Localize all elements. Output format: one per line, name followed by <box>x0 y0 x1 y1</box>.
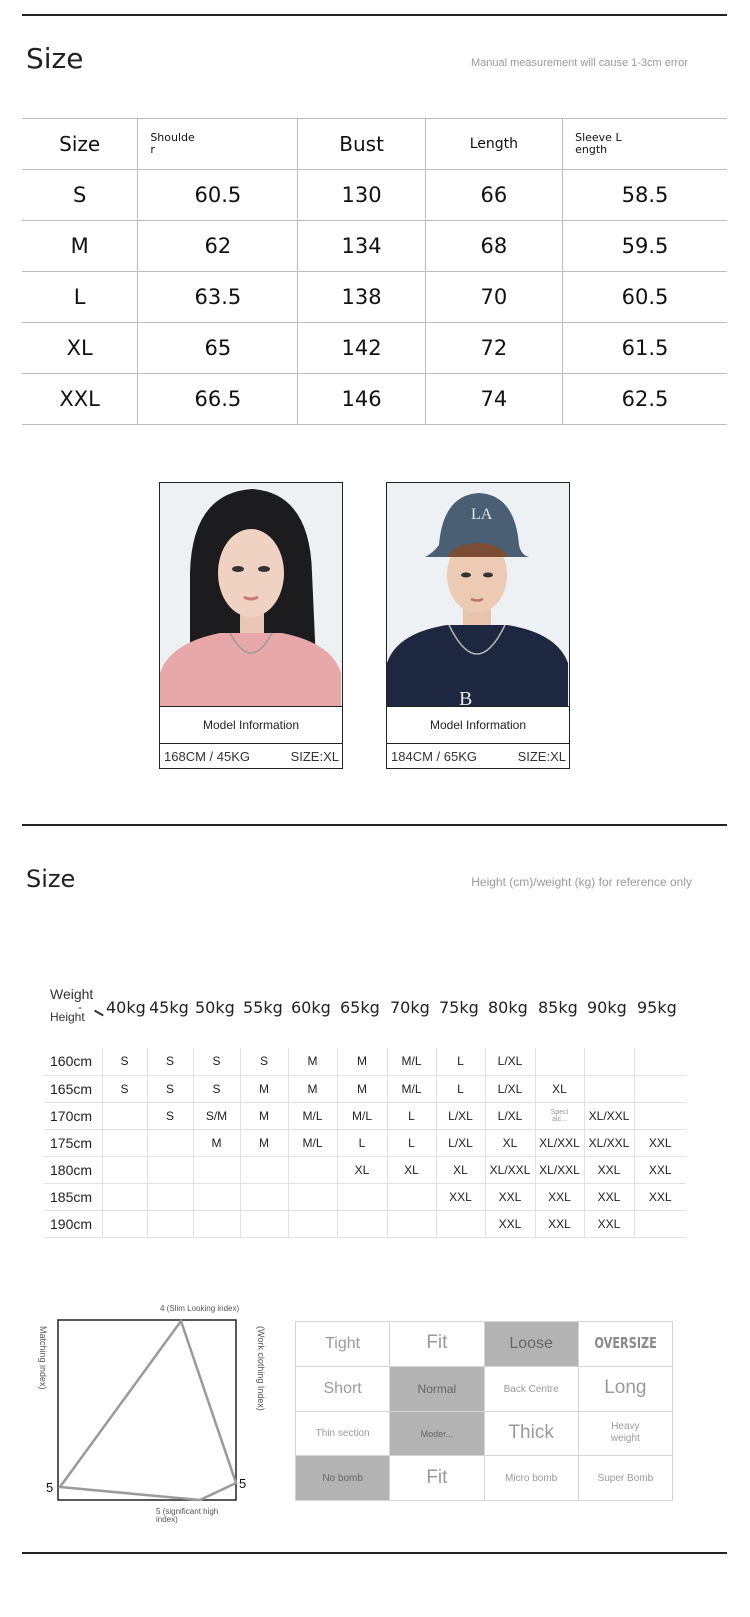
size-cell: S <box>147 1102 193 1129</box>
size-cell: XXL <box>584 1210 634 1237</box>
model-info-label: Model Information <box>387 707 569 744</box>
size-cell: XL/XXL <box>535 1129 584 1156</box>
size-cell <box>337 1183 387 1210</box>
height-label: 165cm <box>44 1075 102 1102</box>
fit-cell-label: Thick <box>508 1421 554 1443</box>
model-photo-female <box>160 483 342 707</box>
size-cell: XL <box>436 1156 485 1183</box>
fit-cell <box>484 1411 578 1456</box>
size-cell <box>147 1183 193 1210</box>
top-divider <box>22 14 727 16</box>
header-shoulder: Shoulde r <box>138 119 298 170</box>
fit-cell-label: Short <box>323 1379 362 1397</box>
model-card-male <box>386 482 570 769</box>
size-cell <box>584 1048 634 1075</box>
size-cell <box>102 1156 147 1183</box>
size-cell: Speci alc... <box>535 1102 584 1129</box>
size-cell: S <box>193 1075 240 1102</box>
header-sleeve-length: Sleeve L ength <box>563 119 727 170</box>
model-size: SIZE:XL <box>517 748 566 764</box>
size-cell: S <box>102 1048 147 1075</box>
header-size: Size <box>22 119 138 170</box>
fit-triangle-chart <box>40 1300 270 1530</box>
weight-header: 70kg <box>390 998 430 1017</box>
fit-cell-label: Long <box>604 1377 647 1399</box>
fit-cell-label: OVERSIZE <box>594 1334 657 1353</box>
size-cell <box>584 1075 634 1102</box>
triangle-top-label: 4 (Slim Looking index) <box>160 1304 240 1313</box>
size-cell <box>193 1210 240 1237</box>
size-cell: M <box>288 1048 337 1075</box>
size-cell: S <box>240 1048 288 1075</box>
model-stats: 168CM / 45KG <box>164 748 250 764</box>
axis-separator: - <box>78 1000 82 1014</box>
fit-cell-label: No bomb <box>322 1473 363 1485</box>
size-cell: XXL <box>634 1129 686 1156</box>
model-meta <box>160 744 342 768</box>
fit-attribute-grid <box>295 1321 673 1501</box>
size-cell <box>102 1129 147 1156</box>
table-row: L 63.5 138 70 60.5 <box>22 272 727 323</box>
triangle-bottom-label: 5 (significant high index) <box>156 1507 219 1524</box>
size-cell <box>288 1210 337 1237</box>
height-label: 185cm <box>44 1183 102 1210</box>
table-row <box>44 1075 686 1102</box>
height-label: 170cm <box>44 1102 102 1129</box>
size-cell <box>240 1183 288 1210</box>
triangle-right-label: (Work clothing Index) <box>256 1326 266 1411</box>
fit-row <box>296 1411 673 1456</box>
size-cell: XL <box>337 1156 387 1183</box>
size-cell: M/L <box>387 1075 436 1102</box>
size-cell: XL <box>387 1156 436 1183</box>
size-cell: L <box>387 1129 436 1156</box>
fit-cell-label: Loose <box>509 1334 553 1352</box>
size-cell: XL/XXL <box>535 1156 584 1183</box>
size-cell: S <box>102 1075 147 1102</box>
height-label: 175cm <box>44 1129 102 1156</box>
fit-cell <box>296 1411 390 1456</box>
weight-header: 55kg <box>243 998 283 1017</box>
fit-cell <box>578 1411 672 1456</box>
size-cell: M <box>240 1129 288 1156</box>
weight-header: 60kg <box>291 998 331 1017</box>
size-cell <box>634 1048 686 1075</box>
size-cell <box>193 1156 240 1183</box>
size-cell: L <box>436 1075 485 1102</box>
size-cell: L <box>387 1102 436 1129</box>
weight-header: 85kg <box>538 998 578 1017</box>
weight-header: 65kg <box>340 998 380 1017</box>
size-cell: XL <box>535 1075 584 1102</box>
size-cell <box>240 1210 288 1237</box>
size-cell <box>147 1210 193 1237</box>
size-cell: L/XL <box>485 1048 535 1075</box>
size-cell <box>634 1102 686 1129</box>
middle-divider <box>22 824 727 826</box>
table-row <box>44 1048 686 1075</box>
size-cell: L <box>436 1048 485 1075</box>
weight-header: 40kg <box>106 998 146 1017</box>
fit-cell <box>578 1366 672 1411</box>
reference-note: Height (cm)/weight (kg) for reference only <box>471 875 692 889</box>
size-cell <box>436 1210 485 1237</box>
reference-section-title: Size <box>26 865 76 893</box>
size-cell: XL/XXL <box>485 1156 535 1183</box>
fit-cell-label: Back Centre <box>503 1383 559 1395</box>
weight-header: 80kg <box>488 998 528 1017</box>
size-cell <box>240 1156 288 1183</box>
triangle-right-value: 5 <box>239 1476 247 1491</box>
model-photo-male <box>387 483 569 707</box>
fit-cell <box>484 1366 578 1411</box>
size-cell: S <box>193 1048 240 1075</box>
fit-cell <box>578 1322 672 1367</box>
model-stats: 184CM / 65KG <box>391 748 477 764</box>
size-cell: XL/XXL <box>584 1129 634 1156</box>
fit-cell <box>390 1456 484 1501</box>
weight-header: 90kg <box>587 998 627 1017</box>
size-cell: XXL <box>584 1183 634 1210</box>
header-bust: Bust <box>298 119 425 170</box>
model-info-label: Model Information <box>160 707 342 744</box>
weight-height-corner <box>50 986 93 1024</box>
fit-cell <box>390 1366 484 1411</box>
size-cell: M <box>193 1129 240 1156</box>
size-cell <box>288 1156 337 1183</box>
fit-cell <box>296 1322 390 1367</box>
size-cell <box>102 1183 147 1210</box>
weight-header: 95kg <box>637 998 677 1017</box>
fit-row <box>296 1322 673 1367</box>
size-cell: L/XL <box>485 1075 535 1102</box>
model-meta <box>387 744 569 768</box>
size-cell: XXL <box>485 1210 535 1237</box>
fit-row <box>296 1366 673 1411</box>
size-cell: M <box>288 1075 337 1102</box>
fit-cell <box>296 1366 390 1411</box>
size-cell <box>102 1102 147 1129</box>
fit-cell <box>296 1456 390 1501</box>
size-cell: L/XL <box>436 1102 485 1129</box>
svg-text:LA: LA <box>471 506 493 523</box>
size-cell: M/L <box>288 1102 337 1129</box>
table-row: M 62 134 68 59.5 <box>22 221 727 272</box>
table-row <box>44 1210 686 1237</box>
svg-text:B: B <box>459 688 473 707</box>
fit-cell-label: Tight <box>325 1334 361 1352</box>
size-cell <box>147 1129 193 1156</box>
fit-cell-label: Heavy weight <box>610 1421 640 1445</box>
table-row: XL 65 142 72 61.5 <box>22 323 727 374</box>
fit-cell <box>390 1411 484 1456</box>
size-cell: XL/XXL <box>584 1102 634 1129</box>
model-card-female <box>159 482 343 769</box>
size-cell: M/L <box>288 1129 337 1156</box>
size-cell <box>535 1048 584 1075</box>
height-axis-label: Height <box>50 1010 85 1024</box>
fit-cell-label: Micro bomb <box>505 1473 558 1485</box>
size-cell <box>193 1183 240 1210</box>
fit-cell-label: Moder... <box>420 1428 454 1439</box>
size-cell: M <box>337 1075 387 1102</box>
size-cell: XXL <box>535 1183 584 1210</box>
size-cell <box>337 1210 387 1237</box>
size-cell: M <box>337 1048 387 1075</box>
corner-slash <box>94 1010 103 1016</box>
size-cell: L/XL <box>436 1129 485 1156</box>
height-weight-table <box>44 1048 686 1238</box>
weight-header: 75kg <box>439 998 479 1017</box>
size-cell <box>634 1210 686 1237</box>
size-cell: XXL <box>436 1183 485 1210</box>
size-cell: M <box>240 1102 288 1129</box>
size-cell: S/M <box>193 1102 240 1129</box>
weight-header: 45kg <box>149 998 189 1017</box>
table-row <box>44 1129 686 1156</box>
table-row: S 60.5 130 66 58.5 <box>22 170 727 221</box>
table-header-row <box>22 119 727 170</box>
size-cell: M <box>240 1075 288 1102</box>
fit-cell <box>390 1322 484 1367</box>
measurement-note: Manual measurement will cause 1-3cm error <box>470 57 688 69</box>
size-cell <box>288 1183 337 1210</box>
size-cell: XXL <box>634 1156 686 1183</box>
size-cell <box>387 1183 436 1210</box>
size-cell <box>387 1210 436 1237</box>
bottom-divider <box>22 1552 727 1554</box>
height-label: 180cm <box>44 1156 102 1183</box>
table-row <box>44 1102 686 1129</box>
table-row <box>44 1183 686 1210</box>
model-size: SIZE:XL <box>290 748 339 764</box>
fit-cell <box>578 1456 672 1501</box>
fit-cell <box>484 1456 578 1501</box>
size-cell <box>634 1075 686 1102</box>
size-cell: XXL <box>535 1210 584 1237</box>
fit-cell-label: Thin section <box>315 1428 370 1440</box>
weight-axis-label: Weight <box>50 986 94 1002</box>
size-cell: S <box>147 1075 193 1102</box>
fit-cell-label: Fit <box>426 1332 448 1354</box>
size-cell: XXL <box>485 1183 535 1210</box>
weight-header: 50kg <box>195 998 235 1017</box>
fit-row <box>296 1456 673 1501</box>
size-cell: XXL <box>584 1156 634 1183</box>
size-cell: XL <box>485 1129 535 1156</box>
size-cell: S <box>147 1048 193 1075</box>
fit-cell-label: Fit <box>426 1466 448 1488</box>
header-length: Length <box>425 119 562 170</box>
table-row: XXL 66.5 146 74 62.5 <box>22 374 727 425</box>
size-measurement-table <box>22 118 727 425</box>
size-cell: XXL <box>634 1183 686 1210</box>
size-cell: M/L <box>337 1102 387 1129</box>
size-cell <box>147 1156 193 1183</box>
fit-cell-label: Super Bomb <box>597 1473 654 1485</box>
size-cell <box>102 1210 147 1237</box>
size-cell: L <box>337 1129 387 1156</box>
size-cell: M/L <box>387 1048 436 1075</box>
height-label: 160cm <box>44 1048 102 1075</box>
height-label: 190cm <box>44 1210 102 1237</box>
fit-cell <box>484 1322 578 1367</box>
size-section-title: Size <box>26 42 84 75</box>
triangle-left-label: Matching index) <box>38 1326 48 1390</box>
table-row <box>44 1156 686 1183</box>
fit-cell-label: Normal <box>417 1381 457 1396</box>
size-cell: L/XL <box>485 1102 535 1129</box>
triangle-left-value: 5 <box>46 1480 54 1495</box>
